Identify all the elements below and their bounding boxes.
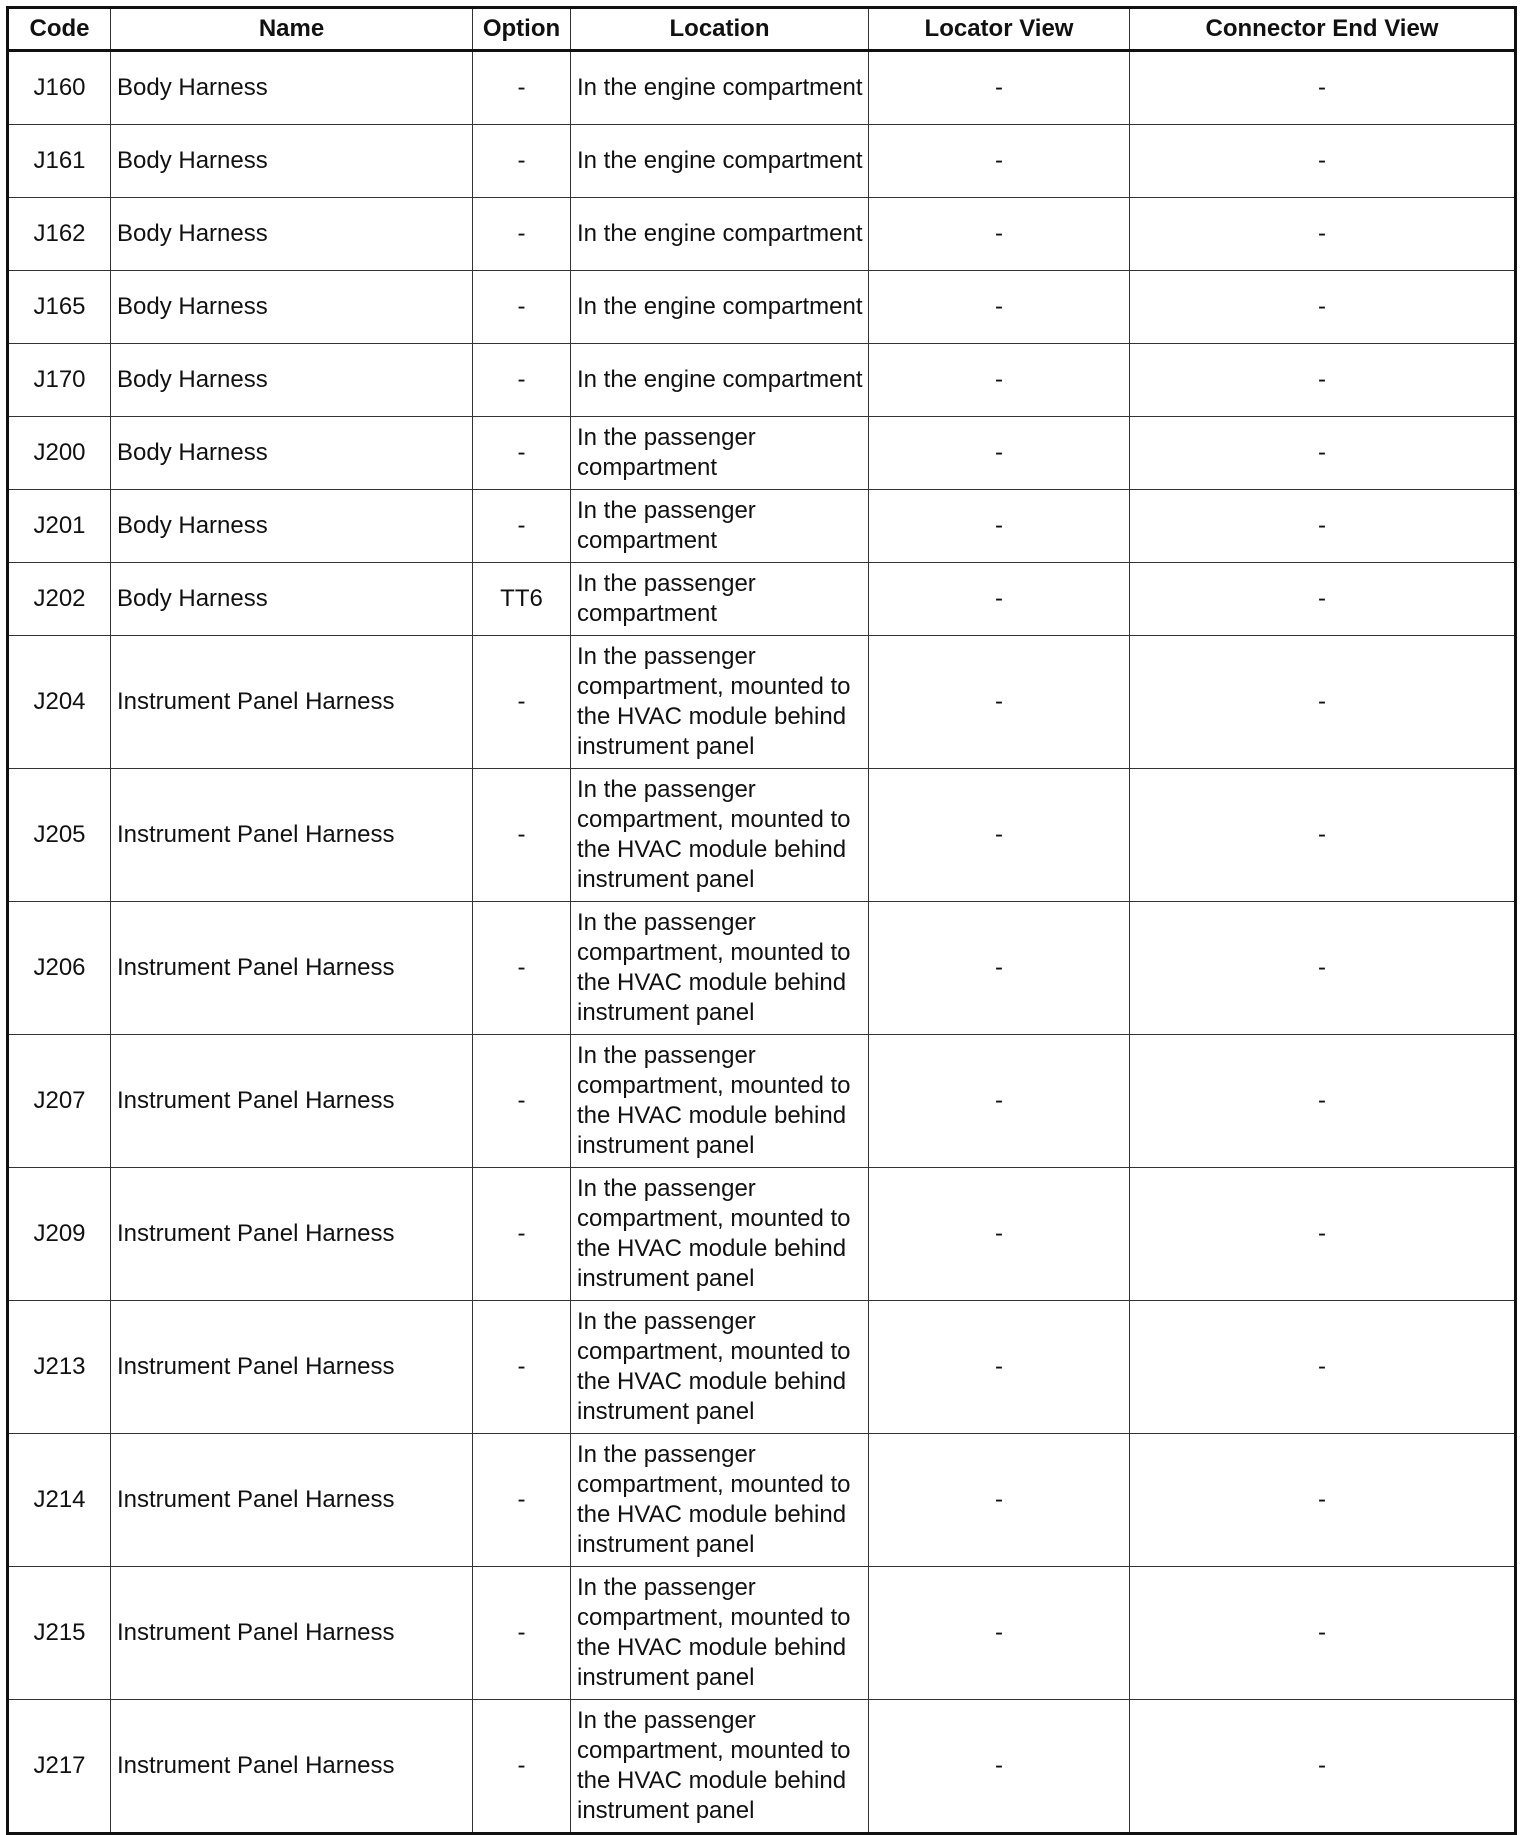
cell-locator-view: - — [869, 1434, 1130, 1567]
table-body — [8, 51, 1516, 1834]
cell-name: Instrument Panel Harness — [111, 1700, 473, 1834]
cell-name: Instrument Panel Harness — [111, 1035, 473, 1168]
cell-code: J205 — [8, 769, 111, 902]
cell-name: Instrument Panel Harness — [111, 769, 473, 902]
cell-name: Body Harness — [111, 51, 473, 125]
cell-code: J207 — [8, 1035, 111, 1168]
cell-location: In the passenger compartment, mounted to the HVAC module behind instrument panel — [571, 1301, 869, 1434]
cell-option: - — [473, 636, 571, 769]
cell-code: J200 — [8, 417, 111, 490]
table-row — [8, 198, 1516, 271]
cell-locator-view: - — [869, 1168, 1130, 1301]
cell-option: - — [473, 1301, 571, 1434]
cell-connector-end-view: - — [1130, 1301, 1516, 1434]
cell-code: J160 — [8, 51, 111, 125]
table-row — [8, 563, 1516, 636]
cell-name: Body Harness — [111, 490, 473, 563]
cell-connector-end-view: - — [1130, 490, 1516, 563]
cell-locator-view: - — [869, 125, 1130, 198]
cell-name: Body Harness — [111, 563, 473, 636]
cell-option: - — [473, 1035, 571, 1168]
header-connector-end-view: Connector End View — [1130, 8, 1516, 51]
table-row — [8, 1434, 1516, 1567]
cell-locator-view: - — [869, 636, 1130, 769]
cell-locator-view: - — [869, 198, 1130, 271]
cell-location: In the engine compartment — [571, 271, 869, 344]
table-row — [8, 1567, 1516, 1700]
cell-code: J202 — [8, 563, 111, 636]
table-row — [8, 417, 1516, 490]
cell-location: In the engine compartment — [571, 198, 869, 271]
cell-location: In the passenger compartment, mounted to the HVAC module behind instrument panel — [571, 1700, 869, 1834]
cell-name: Body Harness — [111, 417, 473, 490]
cell-name: Instrument Panel Harness — [111, 1567, 473, 1700]
cell-locator-view: - — [869, 490, 1130, 563]
cell-connector-end-view: - — [1130, 902, 1516, 1035]
cell-code: J162 — [8, 198, 111, 271]
cell-locator-view: - — [869, 51, 1130, 125]
cell-name: Instrument Panel Harness — [111, 1301, 473, 1434]
table-row — [8, 1700, 1516, 1834]
cell-locator-view: - — [869, 417, 1130, 490]
cell-location: In the passenger compartment, mounted to the HVAC module behind instrument panel — [571, 1567, 869, 1700]
cell-name: Instrument Panel Harness — [111, 902, 473, 1035]
cell-name: Instrument Panel Harness — [111, 1168, 473, 1301]
cell-locator-view: - — [869, 1700, 1130, 1834]
cell-connector-end-view: - — [1130, 1700, 1516, 1834]
cell-location: In the passenger compartment, mounted to the HVAC module behind instrument panel — [571, 902, 869, 1035]
table-row — [8, 769, 1516, 902]
cell-code: J201 — [8, 490, 111, 563]
cell-option: - — [473, 490, 571, 563]
cell-connector-end-view: - — [1130, 125, 1516, 198]
cell-location: In the engine compartment — [571, 51, 869, 125]
cell-connector-end-view: - — [1130, 563, 1516, 636]
cell-name: Instrument Panel Harness — [111, 636, 473, 769]
table-row — [8, 902, 1516, 1035]
cell-code: J161 — [8, 125, 111, 198]
header-option: Option — [473, 8, 571, 51]
cell-code: J165 — [8, 271, 111, 344]
cell-connector-end-view: - — [1130, 1168, 1516, 1301]
cell-code: J204 — [8, 636, 111, 769]
cell-locator-view: - — [869, 563, 1130, 636]
cell-connector-end-view: - — [1130, 769, 1516, 902]
table-row — [8, 1168, 1516, 1301]
table-row — [8, 125, 1516, 198]
cell-connector-end-view: - — [1130, 636, 1516, 769]
cell-option: - — [473, 344, 571, 417]
cell-connector-end-view: - — [1130, 417, 1516, 490]
cell-location: In the passenger compartment — [571, 563, 869, 636]
cell-locator-view: - — [869, 769, 1130, 902]
cell-code: J170 — [8, 344, 111, 417]
header-location: Location — [571, 8, 869, 51]
cell-option: TT6 — [473, 563, 571, 636]
cell-location: In the passenger compartment, mounted to the HVAC module behind instrument panel — [571, 769, 869, 902]
cell-option: - — [473, 198, 571, 271]
cell-name: Body Harness — [111, 271, 473, 344]
document-page — [6, 6, 1514, 1835]
cell-option: - — [473, 417, 571, 490]
cell-option: - — [473, 271, 571, 344]
connector-table — [6, 6, 1517, 1835]
cell-location: In the engine compartment — [571, 344, 869, 417]
cell-option: - — [473, 51, 571, 125]
table-row — [8, 636, 1516, 769]
cell-code: J209 — [8, 1168, 111, 1301]
cell-location: In the passenger compartment — [571, 490, 869, 563]
cell-option: - — [473, 1168, 571, 1301]
cell-locator-view: - — [869, 344, 1130, 417]
cell-connector-end-view: - — [1130, 1434, 1516, 1567]
cell-location: In the engine compartment — [571, 125, 869, 198]
table-row — [8, 51, 1516, 125]
cell-code: J217 — [8, 1700, 111, 1834]
cell-name: Body Harness — [111, 198, 473, 271]
table-row — [8, 1301, 1516, 1434]
header-code: Code — [8, 8, 111, 51]
cell-connector-end-view: - — [1130, 1567, 1516, 1700]
cell-locator-view: - — [869, 1301, 1130, 1434]
cell-locator-view: - — [869, 1035, 1130, 1168]
header-name: Name — [111, 8, 473, 51]
table-row — [8, 490, 1516, 563]
cell-code: J215 — [8, 1567, 111, 1700]
cell-option: - — [473, 902, 571, 1035]
cell-location: In the passenger compartment, mounted to the HVAC module behind instrument panel — [571, 636, 869, 769]
cell-option: - — [473, 769, 571, 902]
table-row — [8, 1035, 1516, 1168]
cell-code: J214 — [8, 1434, 111, 1567]
cell-location: In the passenger compartment — [571, 417, 869, 490]
cell-name: Body Harness — [111, 344, 473, 417]
cell-connector-end-view: - — [1130, 271, 1516, 344]
cell-option: - — [473, 1700, 571, 1834]
cell-name: Instrument Panel Harness — [111, 1434, 473, 1567]
cell-option: - — [473, 125, 571, 198]
cell-location: In the passenger compartment, mounted to the HVAC module behind instrument panel — [571, 1168, 869, 1301]
cell-locator-view: - — [869, 902, 1130, 1035]
table-row — [8, 344, 1516, 417]
cell-connector-end-view: - — [1130, 51, 1516, 125]
cell-connector-end-view: - — [1130, 1035, 1516, 1168]
cell-locator-view: - — [869, 1567, 1130, 1700]
header-locator-view: Locator View — [869, 8, 1130, 51]
cell-location: In the passenger compartment, mounted to the HVAC module behind instrument panel — [571, 1434, 869, 1567]
table-row — [8, 271, 1516, 344]
cell-locator-view: - — [869, 271, 1130, 344]
cell-connector-end-view: - — [1130, 198, 1516, 271]
header-row — [8, 8, 1516, 51]
cell-location: In the passenger compartment, mounted to the HVAC module behind instrument panel — [571, 1035, 869, 1168]
cell-option: - — [473, 1567, 571, 1700]
cell-connector-end-view: - — [1130, 344, 1516, 417]
cell-name: Body Harness — [111, 125, 473, 198]
cell-code: J206 — [8, 902, 111, 1035]
table-header — [8, 8, 1516, 51]
cell-option: - — [473, 1434, 571, 1567]
cell-code: J213 — [8, 1301, 111, 1434]
